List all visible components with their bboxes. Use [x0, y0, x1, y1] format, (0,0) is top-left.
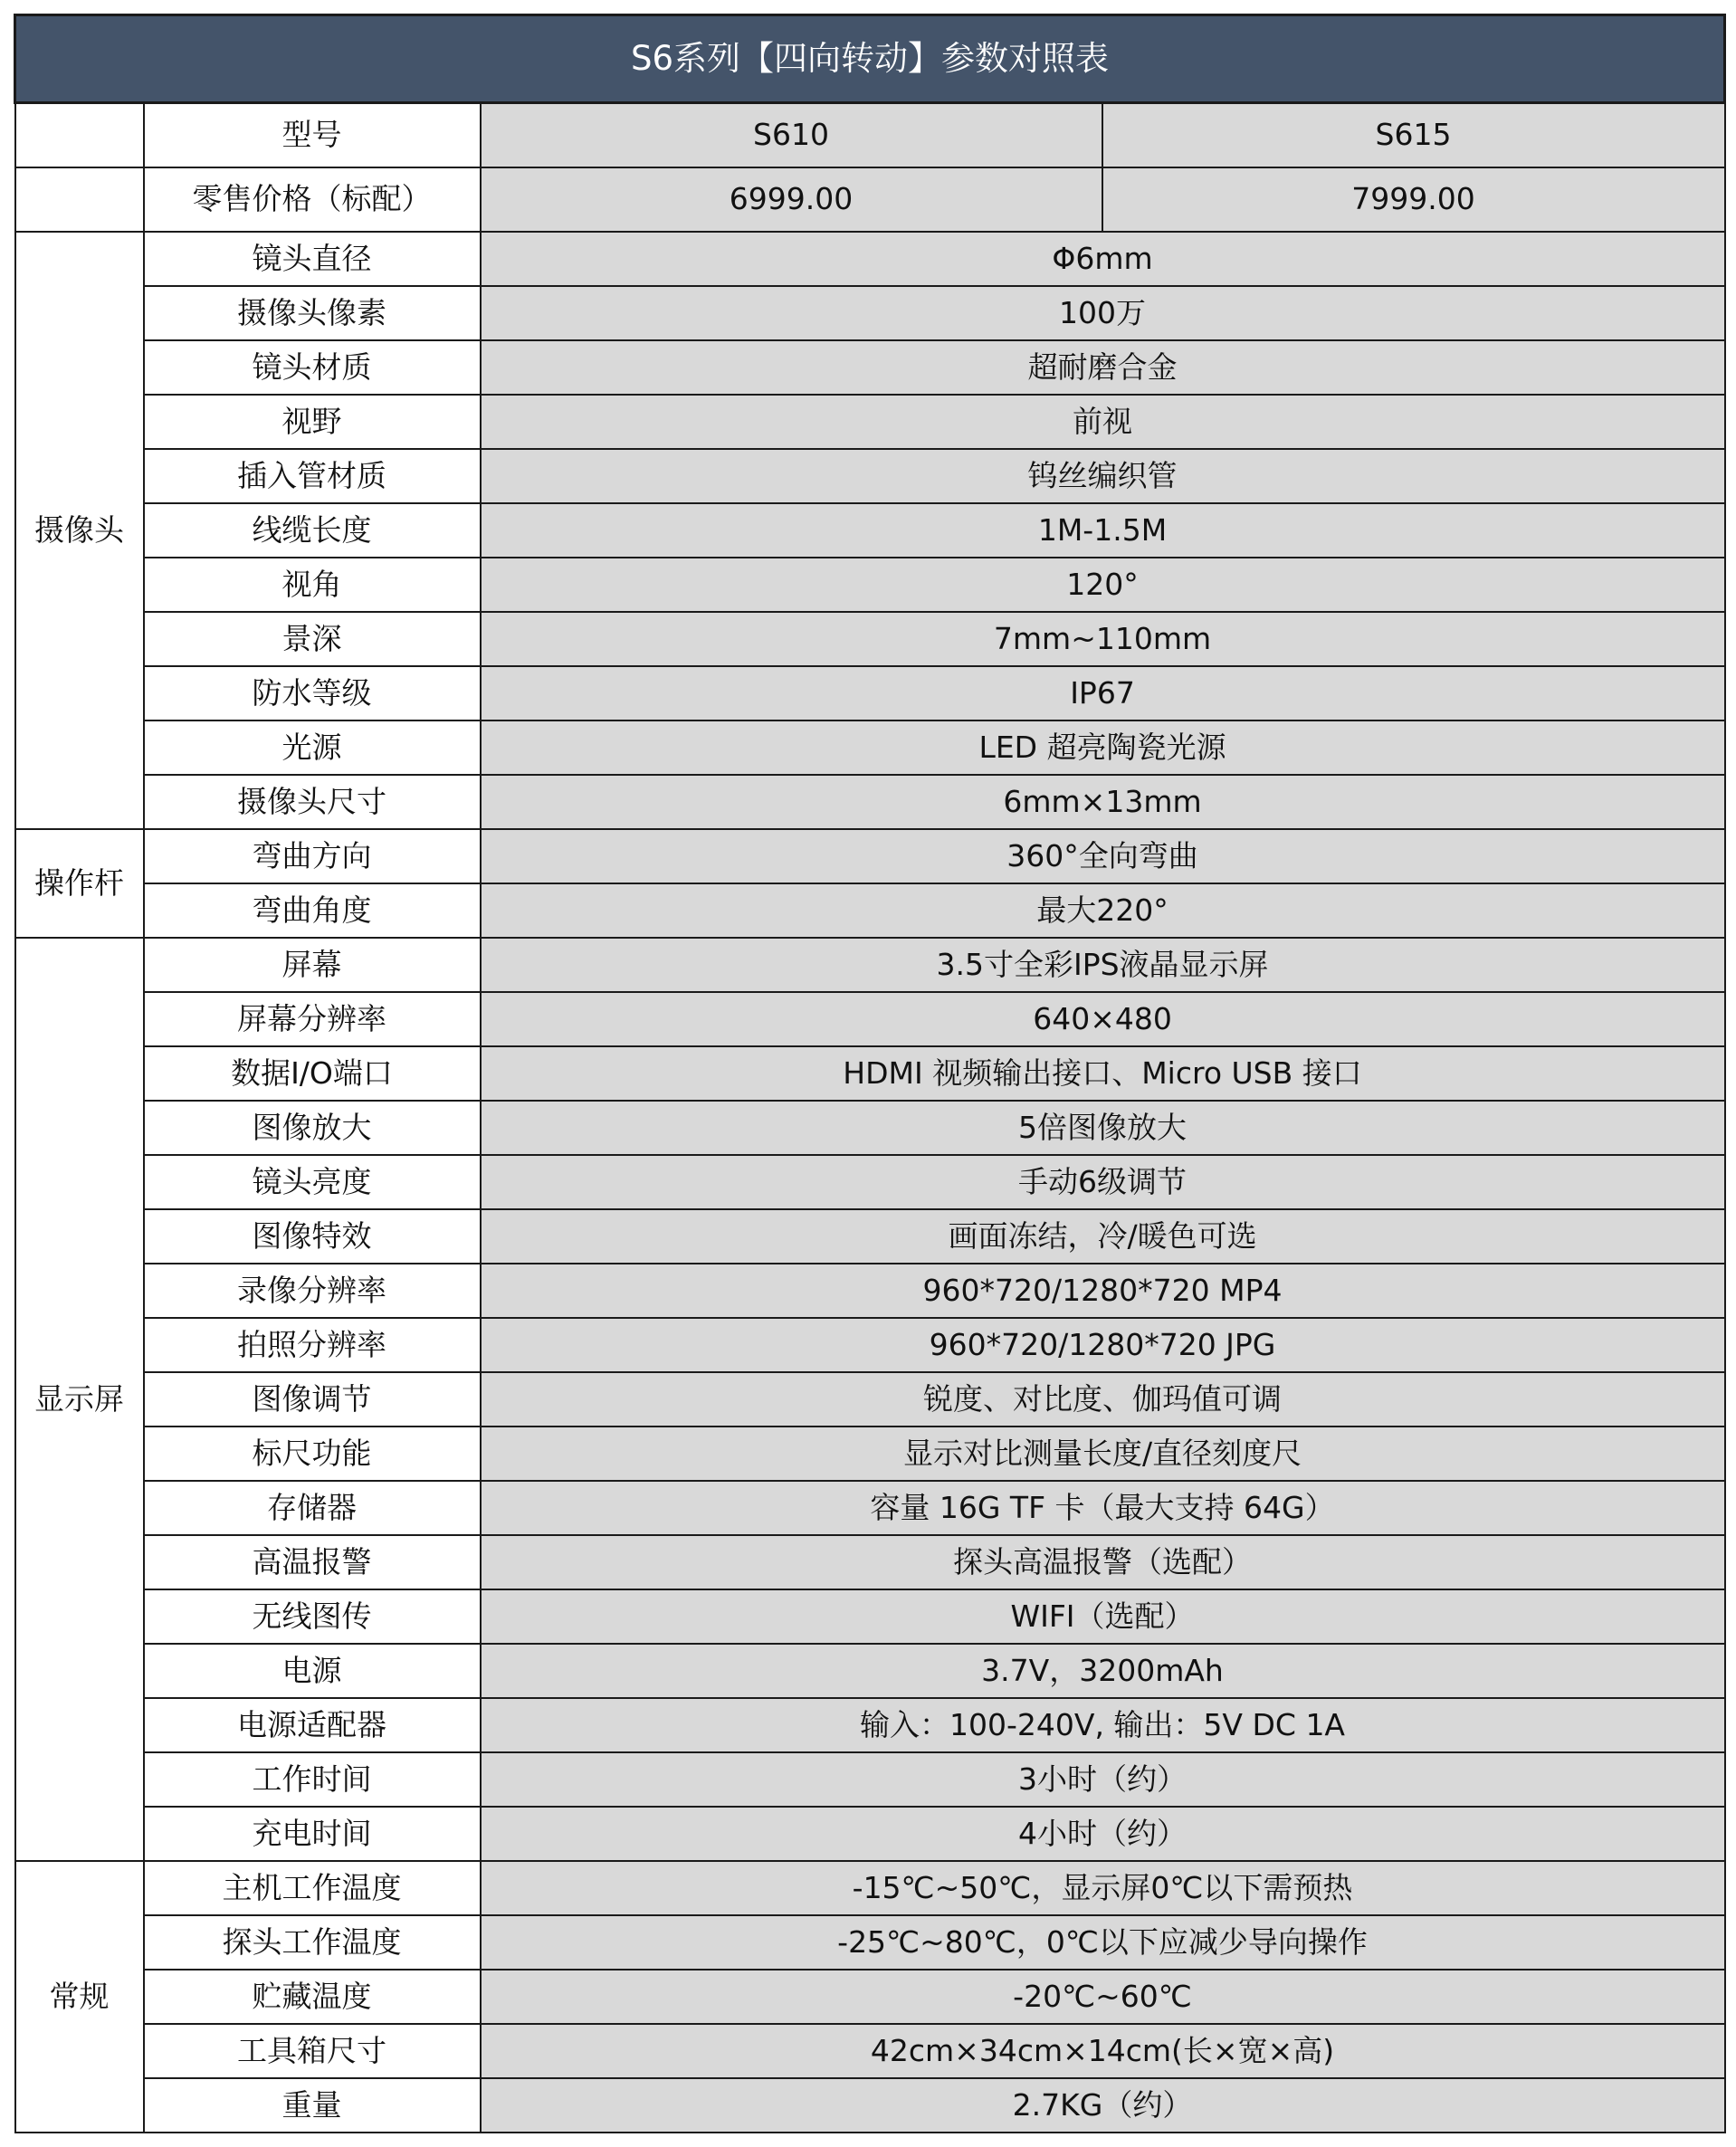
table-row [15, 1046, 1725, 1101]
model-value-cell: 6999.00 [481, 167, 1102, 232]
table-body [15, 103, 1725, 2133]
table-row [15, 395, 1725, 449]
spec-value: 最大220° [481, 883, 1725, 938]
spec-value: 640×480 [481, 992, 1725, 1046]
table-row [15, 1589, 1725, 1644]
table-row [15, 1752, 1725, 1807]
table-row [15, 1264, 1725, 1318]
table-row [15, 449, 1725, 503]
param-label: 图像特效 [144, 1209, 481, 1264]
model-row [15, 103, 1725, 168]
table-row [15, 1318, 1725, 1372]
param-label: 线缆长度 [144, 503, 481, 558]
spec-value: 5倍图像放大 [481, 1101, 1725, 1155]
table-row [15, 1807, 1725, 1861]
spec-value: 1M-1.5M [481, 503, 1725, 558]
spec-value: 960*720/1280*720 MP4 [481, 1264, 1725, 1318]
table-row [15, 829, 1725, 883]
param-label: 贮藏温度 [144, 1970, 481, 2024]
category-cell: 摄像头 [15, 232, 144, 829]
table-row [15, 503, 1725, 558]
table-row [15, 1698, 1725, 1752]
blank-cell [15, 103, 144, 168]
spec-value: 120° [481, 558, 1725, 612]
table-row [15, 2024, 1725, 2078]
param-label: 屏幕 [144, 938, 481, 992]
spec-value: 360°全向弯曲 [481, 829, 1725, 883]
param-label: 图像调节 [144, 1372, 481, 1427]
table-row [15, 340, 1725, 395]
param-label: 镜头亮度 [144, 1155, 481, 1209]
table-row [15, 558, 1725, 612]
param-label: 标尺功能 [144, 1427, 481, 1481]
param-label: 插入管材质 [144, 449, 481, 503]
table-row [15, 775, 1725, 829]
param-label: 工具箱尺寸 [144, 2024, 481, 2078]
table-row [15, 992, 1725, 1046]
param-label: 防水等级 [144, 666, 481, 720]
spec-value: Φ6mm [481, 232, 1725, 286]
spec-value: 960*720/1280*720 JPG [481, 1318, 1725, 1372]
table-row [15, 1427, 1725, 1481]
table-row [15, 1101, 1725, 1155]
spec-value: 7mm~110mm [481, 612, 1725, 666]
table-row [15, 286, 1725, 340]
spec-table [14, 14, 1726, 2133]
spec-value: IP67 [481, 666, 1725, 720]
model-value-cell: S610 [481, 103, 1102, 168]
param-label: 弯曲角度 [144, 883, 481, 938]
spec-value: -15℃~50℃，显示屏0℃以下需预热 [481, 1861, 1725, 1915]
category-cell: 常规 [15, 1861, 144, 2133]
spec-value: 3.7V，3200mAh [481, 1644, 1725, 1698]
spec-value: 显示对比测量长度/直径刻度尺 [481, 1427, 1725, 1481]
param-label: 电源适配器 [144, 1698, 481, 1752]
model-value-cell: S615 [1102, 103, 1725, 168]
param-label: 镜头材质 [144, 340, 481, 395]
param-label: 电源 [144, 1644, 481, 1698]
table-row [15, 1209, 1725, 1264]
spec-value: -25℃~80℃，0℃以下应减少导向操作 [481, 1915, 1725, 1970]
table-row [15, 1861, 1725, 1915]
spec-value: 42cm×34cm×14cm(长×宽×高) [481, 2024, 1725, 2078]
spec-value: WIFI（选配） [481, 1589, 1725, 1644]
param-label: 视角 [144, 558, 481, 612]
param-label: 型号 [144, 103, 481, 168]
table-row [15, 1535, 1725, 1589]
price-row [15, 167, 1725, 232]
param-label: 重量 [144, 2078, 481, 2133]
param-label: 高温报警 [144, 1535, 481, 1589]
spec-value: 6mm×13mm [481, 775, 1725, 829]
param-label: 存储器 [144, 1481, 481, 1535]
spec-value: HDMI 视频输出接口、Micro USB 接口 [481, 1046, 1725, 1101]
table-row [15, 666, 1725, 720]
param-label: 录像分辨率 [144, 1264, 481, 1318]
table-row [15, 1481, 1725, 1535]
param-label: 拍照分辨率 [144, 1318, 481, 1372]
param-label: 零售价格（标配） [144, 167, 481, 232]
spec-value: 超耐磨合金 [481, 340, 1725, 395]
param-label: 视野 [144, 395, 481, 449]
param-label: 无线图传 [144, 1589, 481, 1644]
table-title: S6系列【四向转动】参数对照表 [15, 15, 1725, 103]
spec-value: 2.7KG（约） [481, 2078, 1725, 2133]
param-label: 图像放大 [144, 1101, 481, 1155]
table-row [15, 938, 1725, 992]
spec-value: 前视 [481, 395, 1725, 449]
param-label: 屏幕分辨率 [144, 992, 481, 1046]
table-row [15, 232, 1725, 286]
spec-value: 4小时（约） [481, 1807, 1725, 1861]
param-label: 主机工作温度 [144, 1861, 481, 1915]
spec-value: LED 超亮陶瓷光源 [481, 720, 1725, 775]
spec-value: 手动6级调节 [481, 1155, 1725, 1209]
spec-value: 3小时（约） [481, 1752, 1725, 1807]
spec-value: 100万 [481, 286, 1725, 340]
param-label: 弯曲方向 [144, 829, 481, 883]
param-label: 光源 [144, 720, 481, 775]
param-label: 工作时间 [144, 1752, 481, 1807]
table-row [15, 612, 1725, 666]
table-row [15, 1372, 1725, 1427]
spec-value: -20℃~60℃ [481, 1970, 1725, 2024]
param-label: 摄像头尺寸 [144, 775, 481, 829]
spec-value: 画面冻结，冷/暖色可选 [481, 1209, 1725, 1264]
param-label: 探头工作温度 [144, 1915, 481, 1970]
param-label: 镜头直径 [144, 232, 481, 286]
table-row [15, 2078, 1725, 2133]
param-label: 充电时间 [144, 1807, 481, 1861]
table-row [15, 1155, 1725, 1209]
model-value-cell: 7999.00 [1102, 167, 1725, 232]
table-row [15, 1644, 1725, 1698]
spec-value: 锐度、对比度、伽玛值可调 [481, 1372, 1725, 1427]
blank-cell [15, 167, 144, 232]
table-row [15, 883, 1725, 938]
spec-value: 3.5寸全彩IPS液晶显示屏 [481, 938, 1725, 992]
category-cell: 显示屏 [15, 938, 144, 1861]
category-cell: 操作杆 [15, 829, 144, 938]
param-label: 摄像头像素 [144, 286, 481, 340]
spec-value: 容量 16G TF 卡（最大支持 64G） [481, 1481, 1725, 1535]
param-label: 数据I/O端口 [144, 1046, 481, 1101]
spec-value: 输入：100-240V, 输出：5V DC 1A [481, 1698, 1725, 1752]
table-row [15, 1915, 1725, 1970]
param-label: 景深 [144, 612, 481, 666]
table-row [15, 1970, 1725, 2024]
spec-value: 钨丝编织管 [481, 449, 1725, 503]
spec-value: 探头高温报警（选配） [481, 1535, 1725, 1589]
table-row [15, 720, 1725, 775]
